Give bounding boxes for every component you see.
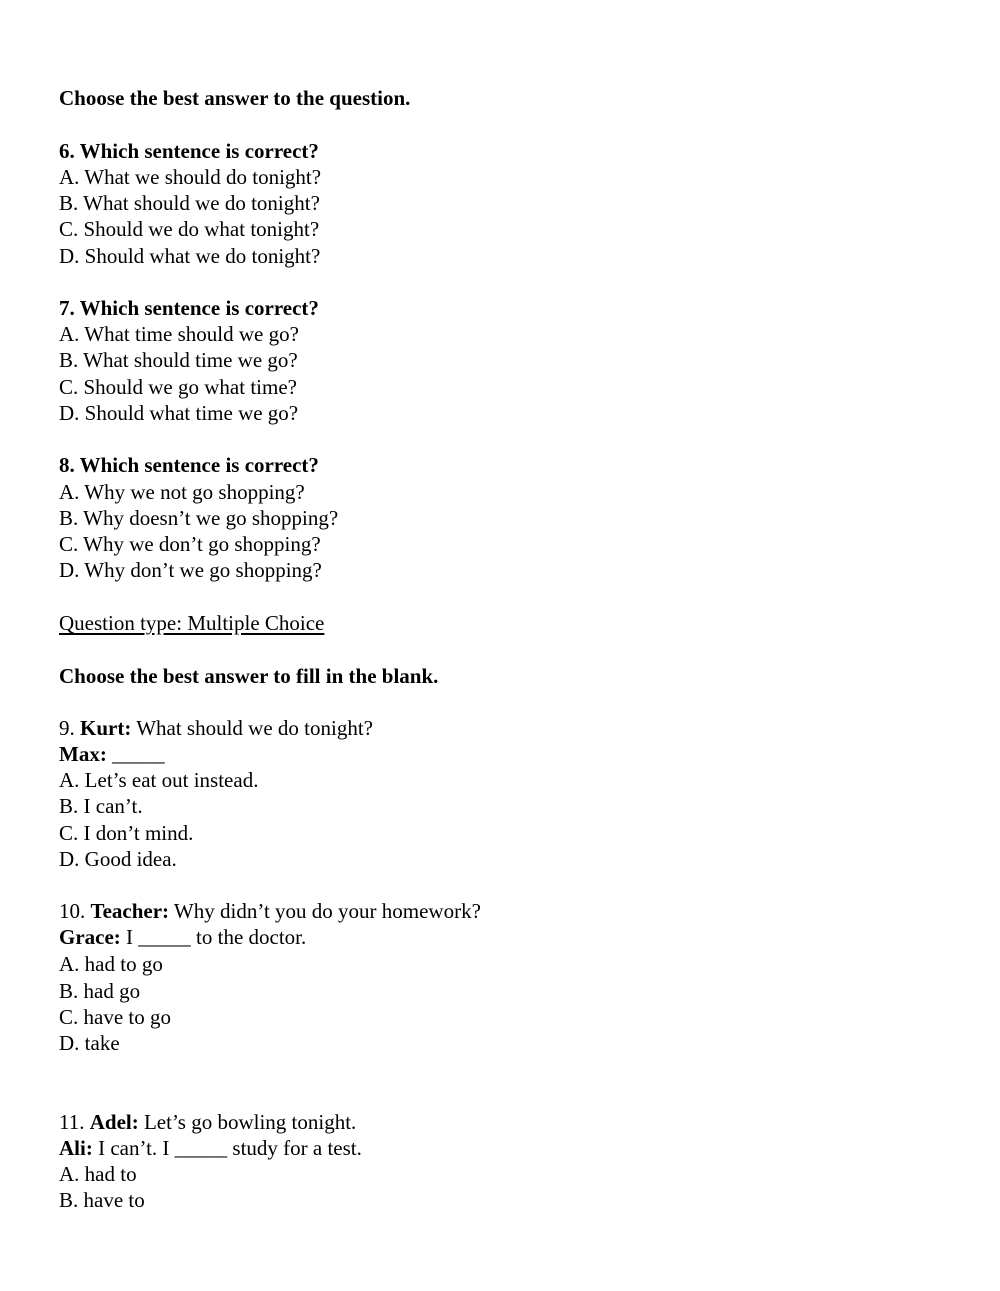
question-7-option-c: C. Should we go what time? xyxy=(59,375,297,399)
question-9-line2 xyxy=(59,741,165,767)
question-8-option-a: A. Why we not go shopping? xyxy=(59,480,305,504)
question-10-line2 xyxy=(59,924,306,950)
question-8-option-c: C. Why we don’t go shopping? xyxy=(59,532,321,556)
question-9-option-d: D. Good idea. xyxy=(59,847,177,871)
question-11-option-b: B. have to xyxy=(59,1188,145,1212)
question-10-number: 10. xyxy=(59,899,86,923)
question-9-option-a: A. Let’s eat out instead. xyxy=(59,768,259,792)
question-10-line1 xyxy=(59,898,481,924)
question-10-option-a: A. had to go xyxy=(59,952,163,976)
question-9-number: 9. xyxy=(59,716,75,740)
question-6-stem: 6. Which sentence is correct? xyxy=(59,139,319,163)
question-11-speaker2: Ali: xyxy=(59,1136,93,1160)
question-10-speaker2: Grace: xyxy=(59,925,121,949)
question-9-speaker2: Max: xyxy=(59,742,107,766)
question-8-stem: 8. Which sentence is correct? xyxy=(59,453,319,477)
question-11-number: 11. xyxy=(59,1110,85,1134)
question-9-option-c: C. I don’t mind. xyxy=(59,821,194,845)
question-10-text1: Why didn’t you do your homework? xyxy=(173,899,481,923)
question-7-stem: 7. Which sentence is correct? xyxy=(59,296,319,320)
question-6-option-b: B. What should we do tonight? xyxy=(59,191,320,215)
question-9-option-b: B. I can’t. xyxy=(59,794,143,818)
section1-instruction: Choose the best answer to the question. xyxy=(59,86,411,110)
question-10-option-b: B. had go xyxy=(59,979,141,1003)
question-6-option-c: C. Should we do what tonight? xyxy=(59,217,320,241)
question-7-option-d: D. Should what time we go? xyxy=(59,401,299,425)
question-11-option-a: A. had to xyxy=(59,1162,137,1186)
question-8-option-b: B. Why doesn’t we go shopping? xyxy=(59,506,339,530)
question-type-label: Question type: Multiple Choice xyxy=(59,611,325,635)
question-9-speaker1: Kurt: xyxy=(80,716,132,740)
question-9-text2: _____ xyxy=(112,742,165,766)
question-7-option-b: B. What should time we go? xyxy=(59,348,298,372)
question-10-text2: I _____ to the doctor. xyxy=(126,925,307,949)
question-6-option-a: A. What we should do tonight? xyxy=(59,165,322,189)
question-11-line1 xyxy=(59,1109,356,1135)
question-6-option-d: D. Should what we do tonight? xyxy=(59,244,321,268)
question-11-speaker1: Adel: xyxy=(89,1110,139,1134)
question-10-speaker1: Teacher: xyxy=(90,899,170,923)
question-9-text1: What should we do tonight? xyxy=(136,716,373,740)
question-10-option-c: C. have to go xyxy=(59,1005,171,1029)
section2-instruction: Choose the best answer to fill in the blank. xyxy=(59,664,439,688)
question-8-option-d: D. Why don’t we go shopping? xyxy=(59,558,322,582)
question-11-line2 xyxy=(59,1135,362,1161)
question-11-text1: Let’s go bowling tonight. xyxy=(143,1110,357,1134)
question-7-option-a: A. What time should we go? xyxy=(59,322,299,346)
question-11-text2: I can’t. I _____ study for a test. xyxy=(98,1136,362,1160)
question-10-option-d: D. take xyxy=(59,1031,120,1055)
question-9-line1 xyxy=(59,715,373,741)
